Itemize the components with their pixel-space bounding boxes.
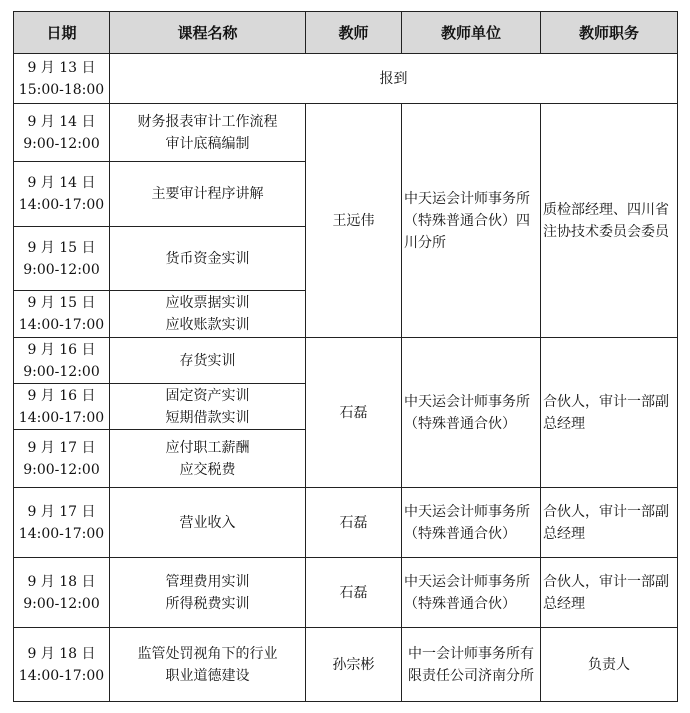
course-line: 职业道德建设 [165, 667, 250, 684]
course-cell [110, 558, 306, 628]
date-time: 9:00-12:00 [23, 261, 100, 278]
unit-cell [402, 558, 541, 628]
date-day: 9 月 16 日 [27, 341, 96, 358]
date-cell [14, 227, 110, 291]
date-day: 9 月 16 日 [27, 387, 96, 404]
date-cell [14, 338, 110, 384]
teacher-cell: 孙宗彬 [306, 628, 402, 702]
title-text: 合伙人，审计一部副总经理 [543, 503, 669, 542]
unit-text: 中天运会计师事务所（特殊普通合伙） [404, 503, 530, 542]
title-text: 合伙人，审计一部副总经理 [543, 573, 669, 612]
title-cell [541, 488, 678, 558]
header-unit: 教师单位 [402, 12, 541, 54]
unit-cell [402, 628, 541, 702]
date-cell [14, 628, 110, 702]
course-line: 营业收入 [179, 514, 236, 531]
date-day: 9 月 18 日 [27, 645, 96, 662]
course-line: 财务报表审计工作流程 [137, 113, 278, 130]
date-day: 9 月 17 日 [27, 503, 96, 520]
unit-cell [402, 488, 541, 558]
date-day: 9 月 15 日 [27, 295, 96, 311]
date-day: 9 月 13 日 [27, 59, 96, 76]
title-cell [541, 338, 678, 488]
unit-text: 中一会计师事务所有限责任公司济南分所 [408, 645, 534, 684]
course-line: 固定资产实训 [165, 387, 250, 404]
title-cell [541, 104, 678, 338]
course-line: 管理费用实训 [165, 573, 250, 590]
course-line: 存货实训 [179, 352, 236, 369]
course-cell [110, 488, 306, 558]
title-text: 质检部经理、四川省注协技术委员会委员 [543, 201, 669, 240]
teacher-cell: 石磊 [306, 488, 402, 558]
table-row [14, 488, 678, 558]
table-row [14, 54, 678, 104]
unit-text: 中天运会计师事务所（特殊普通合伙） [404, 573, 530, 612]
date-day: 9 月 17 日 [27, 439, 96, 456]
header-teacher: 教师 [306, 12, 402, 54]
title-text: 合伙人，审计一部副总经理 [543, 393, 669, 432]
title-cell [541, 558, 678, 628]
course-cell [110, 104, 306, 162]
date-time: 14:00-17:00 [18, 409, 105, 426]
date-time: 14:00-17:00 [18, 667, 105, 684]
date-time: 14:00-17:00 [18, 525, 105, 542]
date-cell [14, 488, 110, 558]
unit-text: 中天运会计师事务所（特殊普通合伙） [404, 393, 530, 432]
date-time: 14:00-17:00 [18, 197, 105, 213]
table-row [14, 558, 678, 628]
title-cell [541, 628, 678, 702]
unit-cell [402, 338, 541, 488]
date-cell [14, 291, 110, 338]
date-time: 14:00-17:00 [18, 317, 105, 333]
title-text: 负责人 [588, 656, 630, 673]
date-cell [14, 54, 110, 104]
course-line: 审计底稿编制 [165, 135, 250, 152]
date-cell [14, 162, 110, 227]
teacher-cell: 石磊 [306, 558, 402, 628]
teacher-cell: 石磊 [306, 338, 402, 488]
course-cell [110, 430, 306, 488]
date-cell [14, 104, 110, 162]
date-cell [14, 430, 110, 488]
date-time: 9:00-12:00 [23, 461, 100, 478]
course-cell [110, 162, 306, 227]
table-row [14, 628, 678, 702]
course-line: 短期借款实训 [165, 409, 250, 426]
course-line: 监管处罚视角下的行业 [137, 645, 278, 662]
course-line: 应交税费 [179, 461, 236, 478]
course-line: 应收票据实训 [165, 295, 250, 311]
header-date: 日期 [14, 12, 110, 54]
course-cell [110, 227, 306, 291]
course-line: 货币资金实训 [165, 250, 250, 267]
date-day: 9 月 15 日 [27, 239, 96, 256]
table-row [14, 104, 678, 162]
date-day: 9 月 14 日 [27, 113, 96, 130]
date-cell [14, 384, 110, 430]
unit-cell [402, 104, 541, 338]
course-cell [110, 291, 306, 338]
header-title: 教师职务 [541, 12, 678, 54]
course-cell [110, 628, 306, 702]
unit-text: 中天运会计师事务所（特殊普通合伙）四川分所 [404, 190, 530, 251]
date-time: 9:00-12:00 [23, 363, 100, 380]
date-day: 9 月 14 日 [27, 175, 96, 191]
course-cell [110, 338, 306, 384]
teacher-cell: 王远伟 [306, 104, 402, 338]
course-line: 应收账款实训 [165, 317, 250, 333]
course-line: 所得税费实训 [165, 595, 250, 612]
date-day: 9 月 18 日 [27, 573, 96, 590]
date-time: 9:00-12:00 [23, 135, 100, 152]
course-line: 应付职工薪酬 [165, 439, 250, 456]
table-row [14, 338, 678, 384]
registration-cell: 报到 [110, 54, 678, 104]
course-cell [110, 384, 306, 430]
date-time: 9:00-12:00 [23, 595, 100, 612]
header-row [14, 12, 678, 54]
date-cell [14, 558, 110, 628]
schedule-table [13, 11, 678, 702]
course-line: 主要审计程序讲解 [151, 186, 264, 202]
header-course: 课程名称 [110, 12, 306, 54]
date-time: 15:00-18:00 [18, 81, 105, 98]
